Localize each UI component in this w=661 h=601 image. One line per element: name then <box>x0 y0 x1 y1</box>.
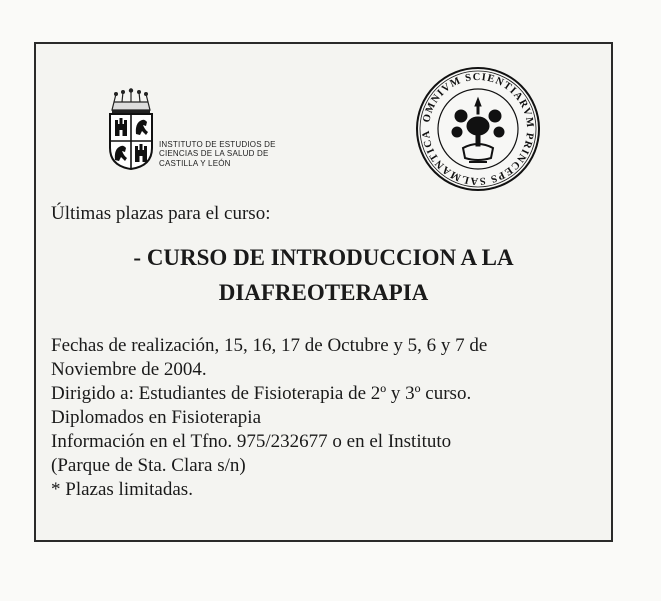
coat-of-arms-icon <box>106 88 156 170</box>
university-seal <box>415 66 541 197</box>
course-title-line: - CURSO DE INTRODUCCION A LA <box>133 245 514 270</box>
course-notice <box>34 42 613 542</box>
details-line: Información en el Tfno. 975/232677 o en el Instituto <box>51 431 452 452</box>
details-line: Fechas de realización, 15, 16, 17 de Octubre y 5, 6 y 7 de <box>51 335 488 356</box>
seal-legend: OMNIVM SCIENTIARVM PRINCEPS SALMANTICA <box>420 71 536 187</box>
intro-text: Últimas plazas para el curso: <box>51 203 271 224</box>
institute-name <box>159 140 276 169</box>
details-line: Diplomados en Fisioterapia <box>51 407 262 428</box>
details-line: Noviembre de 2004. <box>51 359 207 380</box>
institute-name-line: CIENCIAS DE LA SALUD DE <box>159 149 269 158</box>
institute-name-line: CASTILLA Y LEÓN <box>159 158 231 168</box>
details-line: * Plazas limitadas. <box>51 479 193 500</box>
details-line: (Parque de Sta. Clara s/n) <box>51 455 246 476</box>
university-seal-icon <box>415 66 541 192</box>
institute-name-line: INSTITUTO DE ESTUDIOS DE <box>159 139 276 149</box>
details-line: Dirigido a: Estudiantes de Fisioterapia de 2º y 3º curso. <box>51 383 472 404</box>
institute-logo <box>106 88 276 170</box>
course-details <box>51 334 601 502</box>
course-title <box>36 240 611 310</box>
course-title-line: DIAFREOTERAPIA <box>218 280 429 305</box>
